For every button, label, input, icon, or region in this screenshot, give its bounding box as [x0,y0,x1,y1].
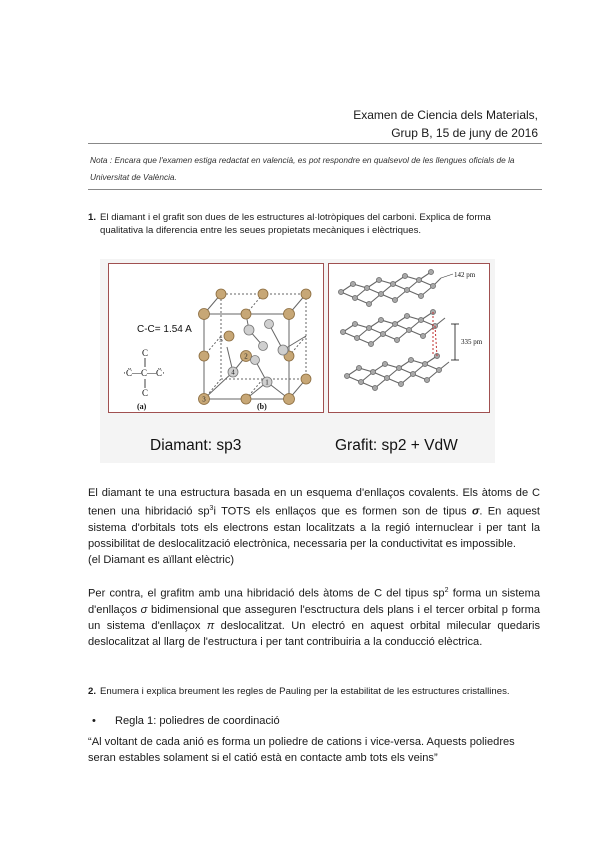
graphite-layer-spacing: 335 pm [461,338,483,346]
carbon-structures-figure [100,259,495,463]
rule-1-quote: “Al voltant de cada anió es forma un poliedre de cations i vice-versa. Aquests poliedres seran estables solament si el catió està en contacte amb tots els veins” [88,736,515,764]
lewis-carbon-top: C [142,348,149,358]
graphite-caption: Grafit: sp2 + VdW [335,437,458,454]
lewis-carbon-bottom: C [142,388,149,398]
bullet-mark: • [92,715,96,727]
pi-symbol: π [206,619,215,632]
question-1-number: 1. [88,212,97,223]
diamond-caption: Diamant: sp3 [150,437,242,454]
graphite-layers-drawing [329,264,489,412]
label-b: (b) [257,402,267,411]
question-1-text: El diamant i el grafit son dues de les estructures al·lotròpiques del carboni. Explica de forma qualitativa la diferencia entre les seues propietats mecàniques i elèctriques. [100,212,491,236]
atom-label-4: 4 [231,368,235,377]
label-a: (a) [137,402,147,411]
rule-1-bullet [92,715,280,727]
exam-group-date: Grup B, 15 de juny de 2016 [391,126,538,140]
question-1 [88,211,528,237]
atom-label-5: 5 [219,336,223,344]
question-2-number: 2. [88,686,97,697]
bond-length-label: C-C= 1.54 A [137,324,192,335]
answer-1-paragraph-graphite: Per contra, el grafitm amb una hibridació dels àtoms de C del tipus $sp^2$ forma un sistema d'enllaços σ bidimensional que asseguren l'esctructura dels plans i el tercer orbital p forma un sistema d'enllaçox π deslocalitzat. Un electró en aquest orbital milecular quedaris deslocalitzat al llarg de l'estructura i per tant contribuiria a la conducció elèctrica. [88,587,540,648]
graphite-panel [328,263,490,413]
sigma-symbol: σ [140,603,148,616]
rule-1-title: Regla 1: poliedres de coordinació [114,715,280,727]
exam-header [353,106,538,142]
exam-note: Nota : Encara que l'examen estiga redactat en valencià, es pot respondre en qualsevol de les llengues oficials de la Universitat de València. [90,155,515,182]
question-2-text: Enumera i explica breument les regles de Pauling per la estabilitat de les estructures cristallines. [100,686,510,697]
exam-title: Examen de Ciencia dels Materials, [353,108,538,122]
atom-label-1: 1 [265,378,269,387]
note-bottom-rule [88,189,542,190]
atom-label-3: 3 [202,395,206,404]
diamond-panel [108,263,324,413]
lewis-structure: ·C̈—C—C̈· [123,368,166,378]
sigma-symbol: σ [471,505,480,518]
diamond-lattice-drawing [109,264,323,412]
note-top-rule [88,143,542,144]
question-2 [88,685,528,698]
atom-label-2: 2 [244,352,248,361]
graphite-bond-length: 142 pm [454,271,476,279]
answer-1-paragraph-diamond: El diamant te una estructura basada en un esquema d'enllaços covalents. Els àtoms de C tenen una hibridació $sp^3i$ TOTS els enllaços que es formen son de tipus σ. En aquest sistema d'orbitals tots els electrons estan localitzats a la regió internuclear i per tant la possibilitat de deslocalització electrònica, necessaria per la conductivitat es impossible. (el Diamant es aïllant elèctric) [88,487,541,566]
